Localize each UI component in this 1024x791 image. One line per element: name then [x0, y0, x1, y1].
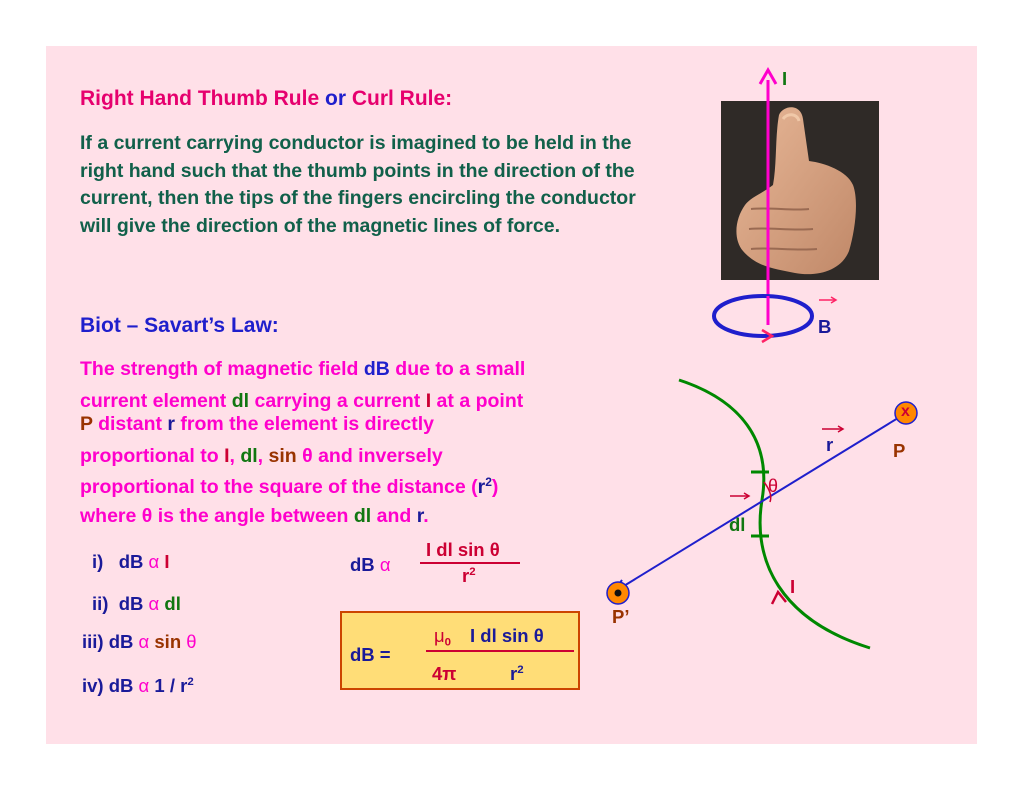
law-term-P: P: [80, 413, 93, 435]
p-marker-x: x: [901, 403, 910, 420]
law-term-dl: dl: [240, 445, 258, 467]
law-exp: 2: [485, 474, 492, 489]
relation-term: sin: [154, 631, 182, 652]
current-wire: [679, 380, 870, 648]
law-term-r: r: [477, 476, 486, 498]
mu-sub: 0: [444, 636, 452, 649]
law-title: Biot – Savart’s Law:: [80, 314, 279, 337]
alpha-symbol: α: [138, 675, 150, 696]
law-text: proportional to: [80, 445, 225, 467]
alpha-symbol: α: [148, 593, 160, 614]
formula-exp: 2: [517, 664, 524, 677]
proportion-r: r: [462, 565, 470, 586]
proportion-numerator: I dl sin θ: [426, 539, 500, 560]
relation-num: iii): [82, 631, 104, 652]
law-text: at a point: [431, 390, 524, 412]
law-text: carrying a current: [249, 390, 426, 412]
field-label: B: [818, 316, 832, 337]
formula-dB: dB =: [350, 644, 391, 665]
law-term-I: I: [425, 390, 432, 412]
law-text: ,: [229, 445, 241, 467]
rule-text: If a current carrying conductor is imagined to be held in the right hand such that the thumb points in the direction of the current, then the tips of the fingers encircling the conductor will give the direction of the magnetic lines of force.: [80, 132, 636, 237]
alpha-symbol: α: [138, 631, 150, 652]
law-term-dl: dl: [353, 505, 372, 527]
law-text: The strength of magnetic field: [80, 358, 364, 380]
law-text: ,: [257, 445, 269, 467]
relation-term: dl: [164, 593, 181, 614]
p-prime-label: P’: [612, 606, 630, 627]
law-term-I: I: [224, 445, 230, 467]
law-text: where θ is the angle between: [80, 505, 354, 527]
relation-dB: dB: [108, 631, 134, 652]
p-label: P: [893, 440, 906, 461]
law-text: current element: [80, 390, 232, 412]
proportion-exp: 2: [469, 566, 476, 579]
law-text: from the element is directly: [175, 413, 435, 435]
current-label: I: [782, 68, 788, 89]
relation-term: I: [164, 551, 170, 572]
rule-title-b: Curl Rule:: [351, 87, 453, 110]
relation-num: ii): [92, 593, 109, 614]
relation-num: i): [92, 551, 104, 572]
wire-current-label: I: [790, 576, 796, 597]
law-term-dB: dB: [363, 358, 390, 380]
formula-four-pi: 4π: [432, 663, 457, 684]
dl-label: dl: [729, 514, 746, 535]
relation-term: 1: [154, 675, 165, 696]
relation-slash: /: [169, 675, 175, 696]
relation-dB: dB: [108, 675, 134, 696]
theta-symbol: θ: [186, 631, 197, 652]
law-text: distant: [92, 413, 168, 435]
rule-title-a: Right Hand Thumb Rule: [80, 87, 320, 110]
relation-dB: dB: [118, 593, 144, 614]
formula-numerator: I dl sin θ: [470, 625, 544, 646]
alpha-symbol: α: [148, 551, 160, 572]
law-text: due to a small: [389, 358, 526, 380]
dot-icon: [615, 590, 622, 597]
law-text: .: [423, 505, 429, 527]
relation-num: iv): [82, 675, 104, 696]
relation-dB: dB: [118, 551, 144, 572]
alpha-symbol: α: [379, 554, 391, 575]
law-text: θ and inversely: [296, 445, 443, 467]
law-term-r: r: [416, 505, 424, 527]
law-term-dl: dl: [231, 390, 250, 412]
law-text: ): [491, 476, 499, 498]
law-text: and: [371, 505, 417, 527]
law-text: proportional to the square of the distance (: [80, 476, 478, 498]
law-term-r: r: [167, 413, 176, 435]
proportion-dB: dB: [350, 554, 375, 575]
formula-r: r: [510, 663, 518, 684]
law-term-sin: sin: [268, 445, 297, 467]
relation-r: r: [180, 675, 188, 696]
mu-symbol: μ: [434, 625, 445, 646]
relation-exp: 2: [187, 676, 194, 689]
rule-title-or: or: [325, 87, 346, 110]
theta-label: θ: [768, 476, 779, 496]
r-label: r: [826, 434, 834, 455]
